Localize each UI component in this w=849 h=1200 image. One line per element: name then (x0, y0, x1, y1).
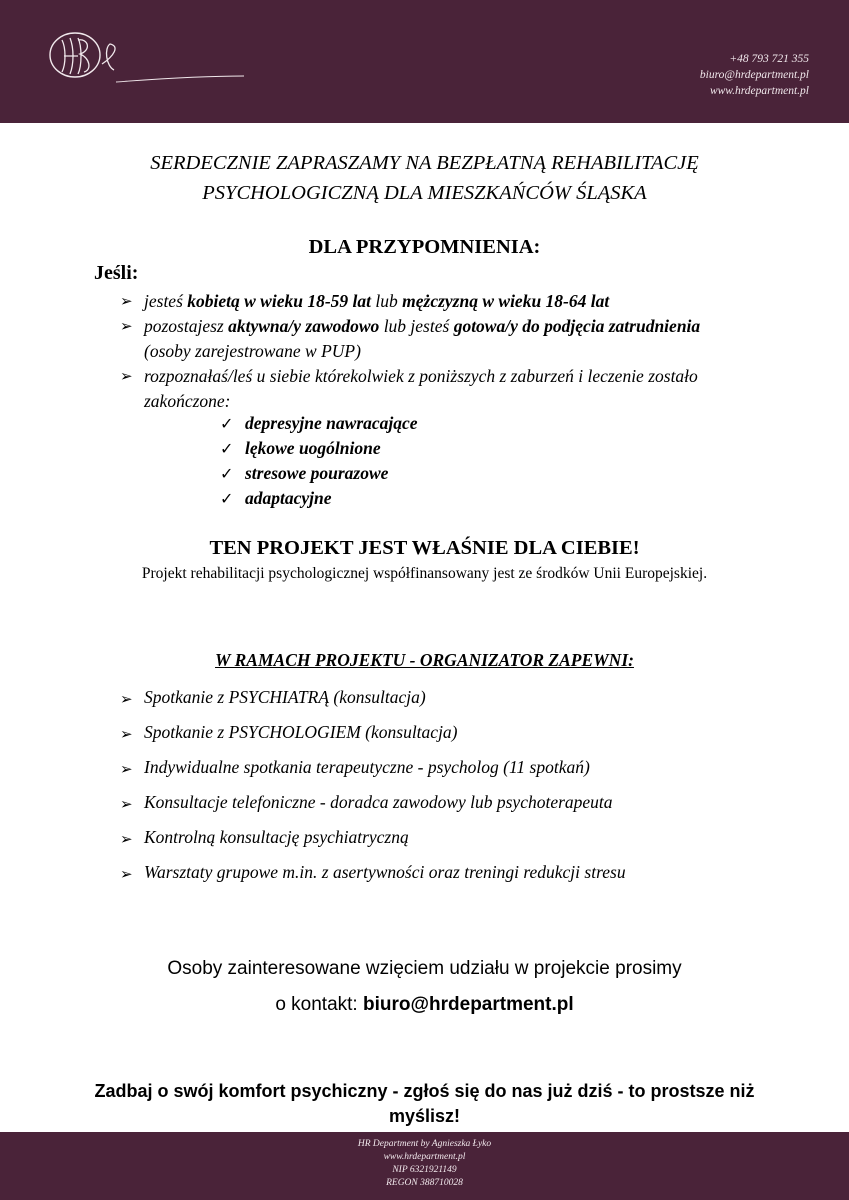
arrow-bullet-icon: ➢ (120, 795, 133, 813)
arrow-bullet-icon: ➢ (120, 725, 133, 743)
criteria-emphasis: gotowa/y do podjęcia zatrudnienia (453, 316, 701, 336)
contact-invitation-line-2 (0, 987, 849, 1023)
header-phone: +48 793 721 355 (729, 53, 809, 65)
title-line-2: PSYCHOLOGICZNĄ DLA MIESZKAŃCÓW ŚLĄSKA (202, 182, 647, 204)
footer-company: HR Department by Agnieszka Łyko (357, 1139, 492, 1149)
disorder-item (220, 486, 418, 511)
contact-email-link[interactable]: biuro@hrdepartment.pl (363, 994, 574, 1015)
provides-text: Spotkanie z PSYCHIATRĄ (konsultacja) (144, 687, 426, 707)
contact-invitation (0, 951, 849, 1023)
disorder-text: lękowe uogólnione (245, 438, 381, 458)
footer-banner (0, 1132, 849, 1200)
footer-nip: NIP 6321921149 (392, 1165, 457, 1175)
provides-text: Konsultacje telefoniczne - doradca zawodowy lub psychoterapeuta (144, 792, 613, 812)
disorder-item (220, 436, 418, 461)
arrow-bullet-icon: ➢ (120, 865, 133, 883)
logo-graphic (44, 26, 264, 106)
provides-text: Spotkanie z PSYCHOLOGIEM (konsultacja) (144, 722, 458, 742)
criteria-text: rozpoznałaś/leś u siebie którekolwiek z poniższych z zaburzeń i leczenie zostało zakończone: (144, 366, 698, 411)
page-title (0, 148, 849, 208)
arrow-bullet-icon: ➢ (120, 760, 133, 778)
disorder-text: depresyjne nawracające (245, 413, 418, 433)
check-icon: ✓ (220, 439, 234, 458)
project-headline: TEN PROJEKT JEST WŁAŚNIE DLA CIEBIE! (209, 537, 640, 559)
disorders-list (220, 411, 418, 511)
criteria-text: pozostajesz (144, 316, 229, 336)
criteria-text: jesteś (144, 291, 188, 311)
criteria-emphasis: aktywna/y zawodowo (228, 316, 380, 336)
arrow-bullet-icon: ➢ (120, 830, 133, 848)
arrow-bullet-icon: ➢ (120, 367, 133, 385)
disorder-text: stresowe pourazowe (245, 463, 389, 483)
arrow-bullet-icon: ➢ (120, 292, 133, 310)
if-label: Jeśli: (94, 262, 139, 284)
company-logo (44, 26, 264, 106)
provides-item (120, 785, 626, 820)
provides-text: Indywidualne spotkania terapeutyczne - psycholog (11 spotkań) (144, 757, 590, 777)
reminder-heading: DLA PRZYPOMNIENIA: (308, 236, 541, 258)
criteria-item (120, 289, 720, 314)
check-icon: ✓ (220, 414, 234, 433)
provides-item (120, 680, 626, 715)
disorder-item (220, 411, 418, 436)
arrow-bullet-icon: ➢ (120, 690, 133, 708)
criteria-list (120, 289, 720, 414)
check-icon: ✓ (220, 489, 234, 508)
contact-invitation-line-1: Osoby zainteresowane wzięciem udziału w projekcie prosimy (167, 958, 682, 979)
header-email[interactable]: biuro@hrdepartment.pl (699, 69, 809, 81)
criteria-text: lub jesteś (379, 316, 454, 336)
header-banner (0, 0, 849, 123)
criteria-text: lub (371, 291, 403, 311)
provides-text: Warsztaty grupowe m.in. z asertywności oraz treningi redukcji stresu (144, 862, 626, 882)
closing-message: Zadbaj o swój komfort psychiczny - zgłoś się do nas już dziś - to prostsze niż myślisz! (94, 1081, 755, 1126)
disorder-item (220, 461, 418, 486)
footer-regon: REGON 388710028 (386, 1178, 463, 1188)
check-icon: ✓ (220, 464, 234, 483)
provides-item (120, 715, 626, 750)
criteria-emphasis: kobietą w wieku 18-59 lat (187, 291, 372, 311)
criteria-item (120, 364, 720, 414)
criteria-item (120, 314, 720, 364)
disorder-text: adaptacyjne (245, 488, 332, 508)
provides-item (120, 820, 626, 855)
provides-text: Kontrolną konsultację psychiatryczną (144, 827, 409, 847)
header-website[interactable]: www.hrdepartment.pl (709, 85, 809, 97)
criteria-emphasis: mężczyzną w wieku 18-64 lat (402, 291, 610, 311)
provides-list (120, 680, 626, 890)
contact-prefix: o kontakt: (275, 994, 363, 1015)
title-line-1: SERDECZNIE ZAPRASZAMY NA BEZPŁATNĄ REHABILITACJĘ (150, 152, 699, 174)
arrow-bullet-icon: ➢ (120, 317, 133, 335)
project-description: Projekt rehabilitacji psychologicznej współfinansowany jest ze środków Unii Europejskiej. (141, 565, 708, 582)
provides-item (120, 750, 626, 785)
provides-item (120, 855, 626, 890)
criteria-text: (osoby zarejestrowane w PUP) (144, 341, 361, 361)
provides-heading: W RAMACH PROJEKTU - ORGANIZATOR ZAPEWNI: (215, 650, 634, 670)
footer-website[interactable]: www.hrdepartment.pl (383, 1152, 466, 1162)
header-contact (700, 51, 809, 99)
